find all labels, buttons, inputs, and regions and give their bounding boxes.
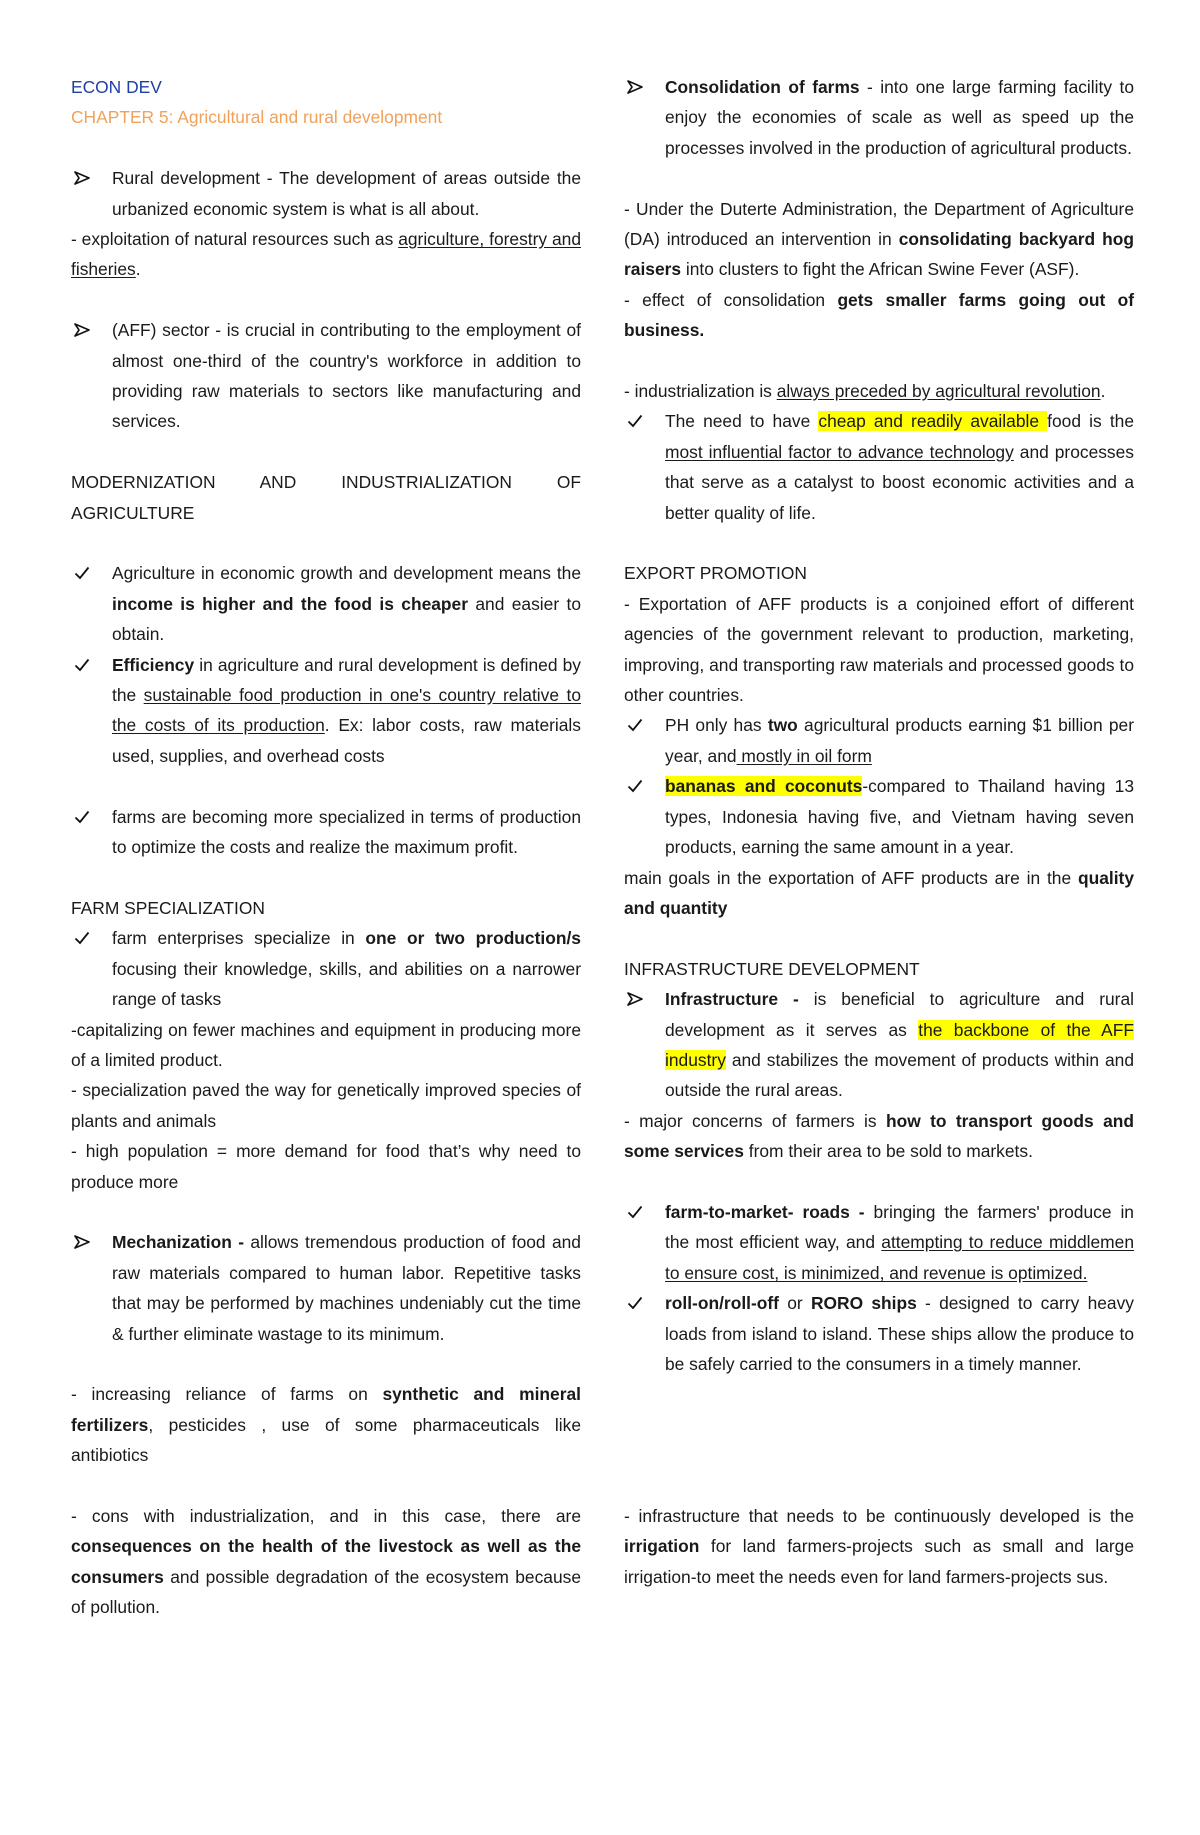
- bullet-rural-development: Rural development - The development of areas outside the urbanized economic system is what is all about.: [71, 163, 581, 224]
- check-bananas: bananas and coconuts-compared to Thailand having 13 types, Indonesia having five, and Vietnam having seven products, earning the same amount in a year.: [624, 771, 1134, 862]
- checkmark-icon: [624, 1197, 646, 1227]
- irrigation-text: - infrastructure that needs to be continuously developed is the irrigation for land farmers-projects such as small and large irrigation-to meet the needs even for land farmers-projects sus.: [624, 1505, 1134, 1587]
- arrow-bullet-icon: [624, 984, 646, 1014]
- main-goals-text: main goals in the exportation of AFF products are in the quality and quantity: [624, 867, 1134, 918]
- reliance-text: - increasing reliance of farms on synthetic and mineral fertilizers, pesticides , use of some pharmaceuticals like antibiotics: [71, 1384, 581, 1466]
- bullet-consolidation: Consolidation of farms - into one large farming facility to enjoy the economies of scale as well as speed up the processes involved in the production of agricultural products.: [624, 72, 1134, 163]
- check-farms-specialized: farms are becoming more specialized in terms of production to optimize the costs and realize the maximum profit.: [71, 802, 581, 863]
- checkmark-icon: [71, 923, 93, 953]
- arrow-bullet-icon: [71, 163, 93, 193]
- heading-infrastructure: INFRASTRUCTURE DEVELOPMENT: [624, 958, 920, 979]
- high-population-text: - high population = more demand for food that’s why need to produce more: [71, 1141, 581, 1192]
- arrow-bullet-icon: [624, 72, 646, 102]
- check-need-cheap: The need to have cheap and readily available food is the most influential factor to advance technology and processes that serve as a catalyst to boost economic activities and a better quality of life.: [624, 406, 1134, 528]
- exportation-text: - Exportation of AFF products is a conjoined effort of different agencies of the government relevant to production, marketing, improving, and transporting raw materials and processed goods to other countries.: [624, 593, 1134, 706]
- checkmark-icon: [624, 771, 646, 801]
- bullet-infrastructure: Infrastructure - is beneficial to agriculture and rural development as it serves as the backbone of the AFF industry and stabilizes the movement of products within and outside the rural areas.: [624, 984, 1134, 1106]
- arrow-bullet-icon: [71, 315, 93, 345]
- major-concerns-text: - major concerns of farmers is how to transport goods and some services from their area to be sold to markets.: [624, 1110, 1134, 1162]
- heading-modernization: MODERNIZATION AND INDUSTRIALIZATION OF AGRICULTURE: [71, 472, 581, 523]
- checkmark-icon: [624, 710, 646, 740]
- bullet-aff-sector: (AFF) sector - is crucial in contributing to the employment of almost one-third of the country's workforce in addition to providing raw materials to sectors like manufacturing and services.: [71, 315, 581, 437]
- checkmark-icon: [624, 1288, 646, 1318]
- heading-export-promotion: EXPORT PROMOTION: [624, 563, 807, 584]
- chapter-title: CHAPTER 5: Agricultural and rural development: [71, 107, 443, 128]
- check-ph-only: PH only has two agricultural products earning $1 billion per year, and mostly in oil form: [624, 710, 1134, 771]
- check-farm-enterprises: farm enterprises specialize in one or two production/s focusing their knowledge, skills, and abilities on a narrower range of tasks: [71, 923, 581, 1014]
- exploitation-text: - exploitation of natural resources such as agriculture, forestry and fisheries.: [71, 229, 582, 280]
- industrialization-text: - industrialization is always preceded by agricultural revolution.: [624, 381, 1106, 402]
- check-farm-to-market: farm-to-market- roads - bringing the farmers' produce in the most efficient way, and attempting to reduce middlemen to ensure cost, is minimized, and revenue is optimized.: [624, 1197, 1134, 1288]
- bullet-mechanization: Mechanization - allows tremendous production of food and raw materials compared to human labor. Repetitive tasks that may be performed by machines undeniably cut the time & further eliminate wastage to its minimum.: [71, 1227, 581, 1349]
- effect-text: - effect of consolidation gets smaller farms going out of business.: [624, 289, 1134, 341]
- arrow-bullet-icon: [71, 1227, 93, 1257]
- cons-text: - cons with industrialization, and in this case, there are consequences on the health of the livestock as well as the consumers and possible degradation of the ecosystem because of pollution.: [71, 1505, 581, 1618]
- duterte-text: - Under the Duterte Administration, the Department of Agriculture (DA) introduced an intervention in consolidating backyard hog raisers into clusters to fight the African Swine Fever (ASF).: [624, 198, 1134, 280]
- check-efficiency: Efficiency in agriculture and rural development is defined by the sustainable food production in one's country relative to the costs of its production. Ex: labor costs, raw materials used, supplies, and overhead costs: [71, 650, 581, 772]
- right-column: [624, 72, 1134, 1592]
- specialization-paved-text: - specialization paved the way for genetically improved species of plants and animals: [71, 1080, 581, 1131]
- checkmark-icon: [624, 406, 646, 436]
- left-column: [71, 72, 581, 1623]
- checkmark-icon: [71, 558, 93, 588]
- check-roro: roll-on/roll-off or RORO ships - designed to carry heavy loads from island to island. These ships allow the produce to be safely carried to the consumers in a timely manner.: [624, 1288, 1134, 1379]
- check-agri-growth: Agriculture in economic growth and development means the income is higher and the food is cheaper and easier to obtain.: [71, 558, 581, 649]
- heading-farm-specialization: FARM SPECIALIZATION: [71, 897, 265, 918]
- course-title: ECON DEV: [71, 77, 162, 97]
- checkmark-icon: [71, 802, 93, 832]
- checkmark-icon: [71, 650, 93, 680]
- capitalizing-text: -capitalizing on fewer machines and equipment in producing more of a limited product.: [71, 1019, 581, 1070]
